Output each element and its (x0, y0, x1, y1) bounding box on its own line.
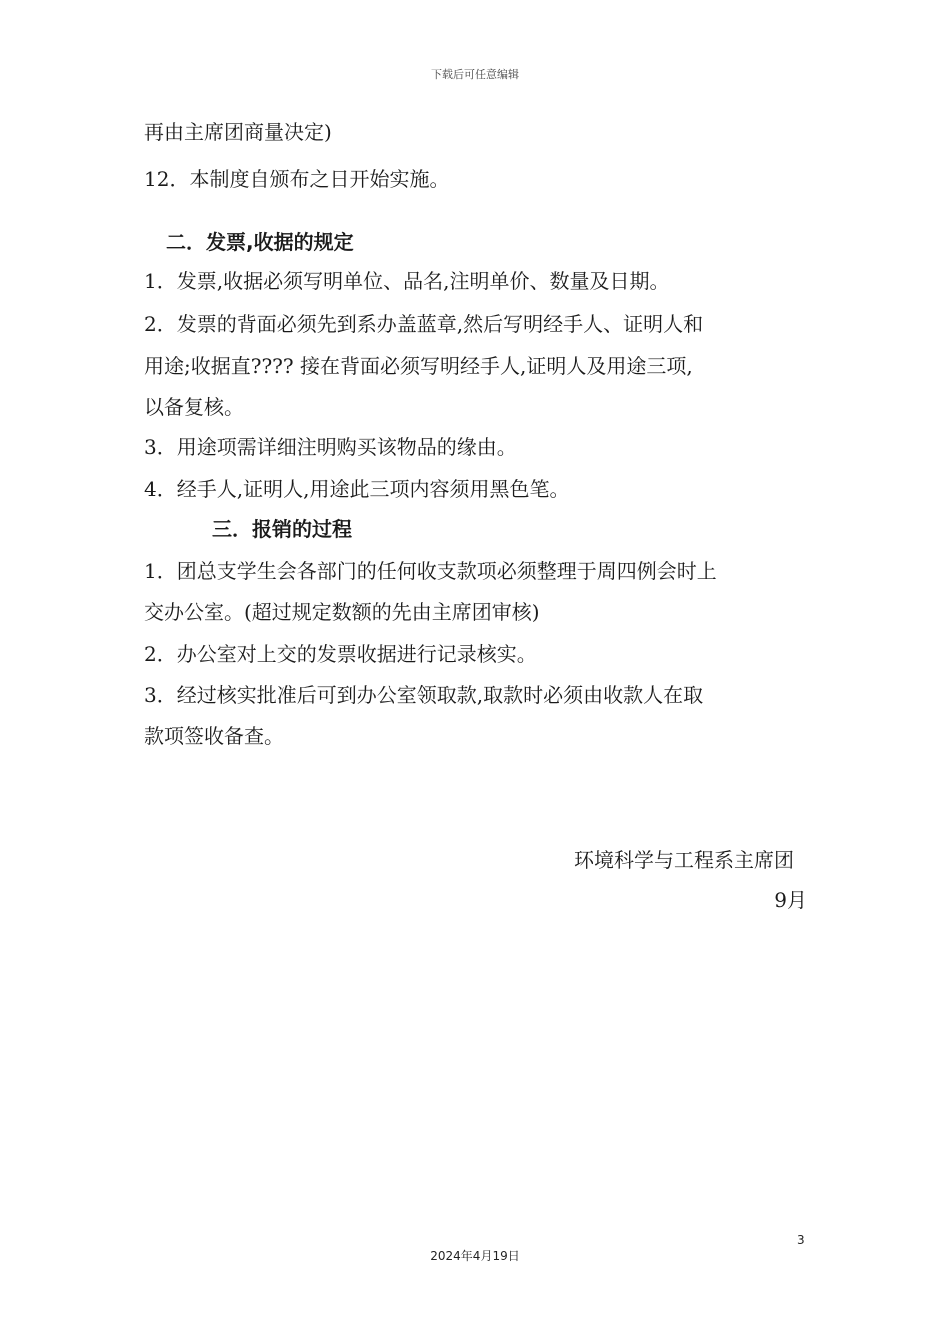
list-item: 2．发票的背面必须先到系办盖蓝章,然后写明经手人、证明人和 (144, 312, 704, 336)
list-item-continuation: 以备复核。 (144, 395, 244, 419)
list-item: 1．团总支学生会各部门的任何收支款项必须整理于周四例会时上 (144, 559, 717, 583)
section-heading-invoices: 二．发票,收据的规定 (166, 230, 354, 254)
list-item: 3．经过核实批准后可到办公室领取款,取款时必须由收款人在取 (144, 683, 704, 707)
paragraph-line: 再由主席团商量决定) (144, 120, 332, 144)
section-heading-reimbursement: 三．报销的过程 (212, 517, 352, 541)
page-number: 3 (797, 1233, 805, 1247)
list-item-continuation: 款项签收备查。 (144, 724, 284, 748)
list-item: 3．用途项需详细注明购买该物品的缘由。 (144, 435, 517, 459)
signature-date: 9月 (774, 888, 807, 912)
list-item-continuation: 用途;收据直???? 接在背面必须写明经手人,证明人及用途三项, (144, 354, 693, 378)
list-item: 2．办公室对上交的发票收据进行记录核实。 (144, 642, 537, 666)
list-item-continuation: 交办公室。(超过规定数额的先由主席团审核) (144, 600, 540, 624)
paragraph-line: 12．本制度自颁布之日开始实施。 (144, 167, 450, 191)
signature-organization: 环境科学与工程系主席团 (574, 848, 794, 872)
list-item: 1．发票,收据必须写明单位、品名,注明单价、数量及日期。 (144, 269, 670, 293)
list-item: 4．经手人,证明人,用途此三项内容须用黑色笔。 (144, 477, 570, 501)
header-note: 下载后可任意编辑 (431, 68, 519, 81)
footer-date: 2024年4月19日 (430, 1249, 520, 1263)
